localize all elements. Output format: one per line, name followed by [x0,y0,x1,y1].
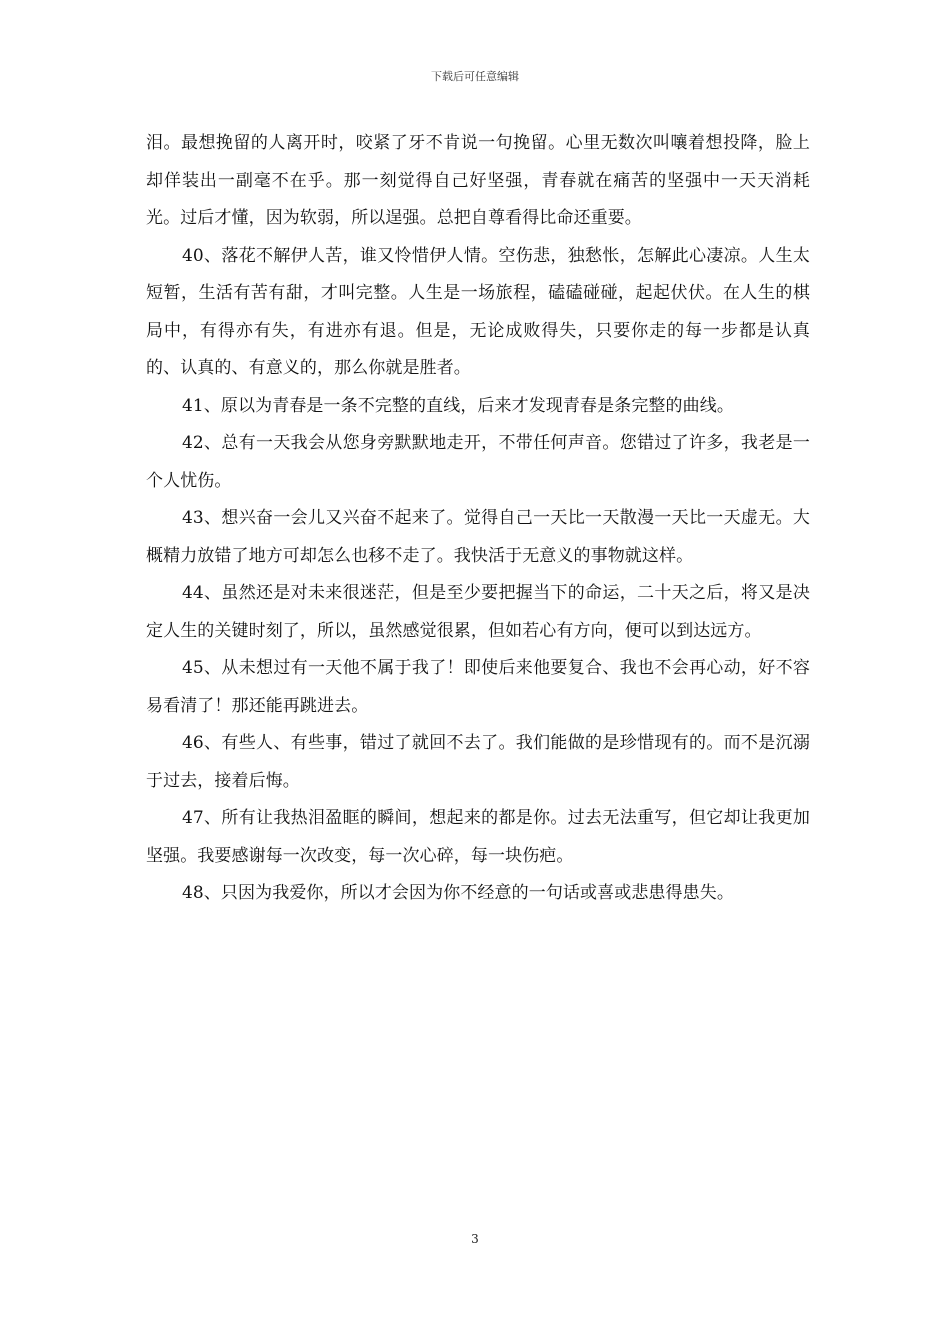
paragraph-43: 43、想兴奋一会儿又兴奋不起来了。觉得自己一天比一天散漫一天比一天虚无。大概精力放错了地方可却怎么也移不走了。我快活于无意义的事物就这样。 [146,508,810,566]
paragraph-41: 41、原以为青春是一条不完整的直线，后来才发现青春是条完整的曲线。 [182,395,734,416]
paragraph-45: 45、从未想过有一天他不属于我了！即使后来他要复合、我也不会再心动，好不容易看清了！那还能再跳进去。 [146,658,810,716]
document-body [146,125,810,913]
paragraph-47: 47、所有让我热泪盈眶的瞬间，想起来的都是你。过去无法重写，但它却让我更加坚强。我要感谢每一次改变，每一次心碎，每一块伤疤。 [146,808,810,866]
paragraph-46: 46、有些人、有些事，错过了就回不去了。我们能做的是珍惜现有的。而不是沉溺于过去，接着后悔。 [146,733,810,791]
paragraph-40: 40、落花不解伊人苦，谁又怜惜伊人情。空伤悲，独愁怅，怎解此心凄凉。人生太短暂，生活有苦有甜，才叫完整。人生是一场旅程，磕磕碰碰，起起伏伏。在人生的棋局中，有得亦有失，有进亦有退。但是，无论成败得失，只要你走的每一步都是认真的、认真的、有意义的，那么你就是胜者。 [146,245,810,378]
paragraph-42: 42、总有一天我会从您身旁默默地走开，不带任何声音。您错过了许多，我老是一个人忧伤。 [146,433,810,491]
paragraph-44: 44、虽然还是对未来很迷茫，但是至少要把握当下的命运，二十天之后，将又是决定人生的关键时刻了，所以，虽然感觉很累，但如若心有方向，便可以到达远方。 [146,583,810,641]
paragraph-continued: 泪。最想挽留的人离开时，咬紧了牙不肯说一句挽留。心里无数次叫嚷着想投降，脸上却佯装出一副毫不在乎。那一刻觉得自己好坚强，青春就在痛苦的坚强中一天天消耗光。过后才懂，因为软弱，所以逞强。总把自尊看得比命还重要。 [146,133,810,228]
paragraph-48: 48、只因为我爱你，所以才会因为你不经意的一句话或喜或悲患得患失。 [182,883,734,903]
page-number: 3 [471,1232,479,1246]
page-header: 下载后可任意编辑 [431,70,519,83]
